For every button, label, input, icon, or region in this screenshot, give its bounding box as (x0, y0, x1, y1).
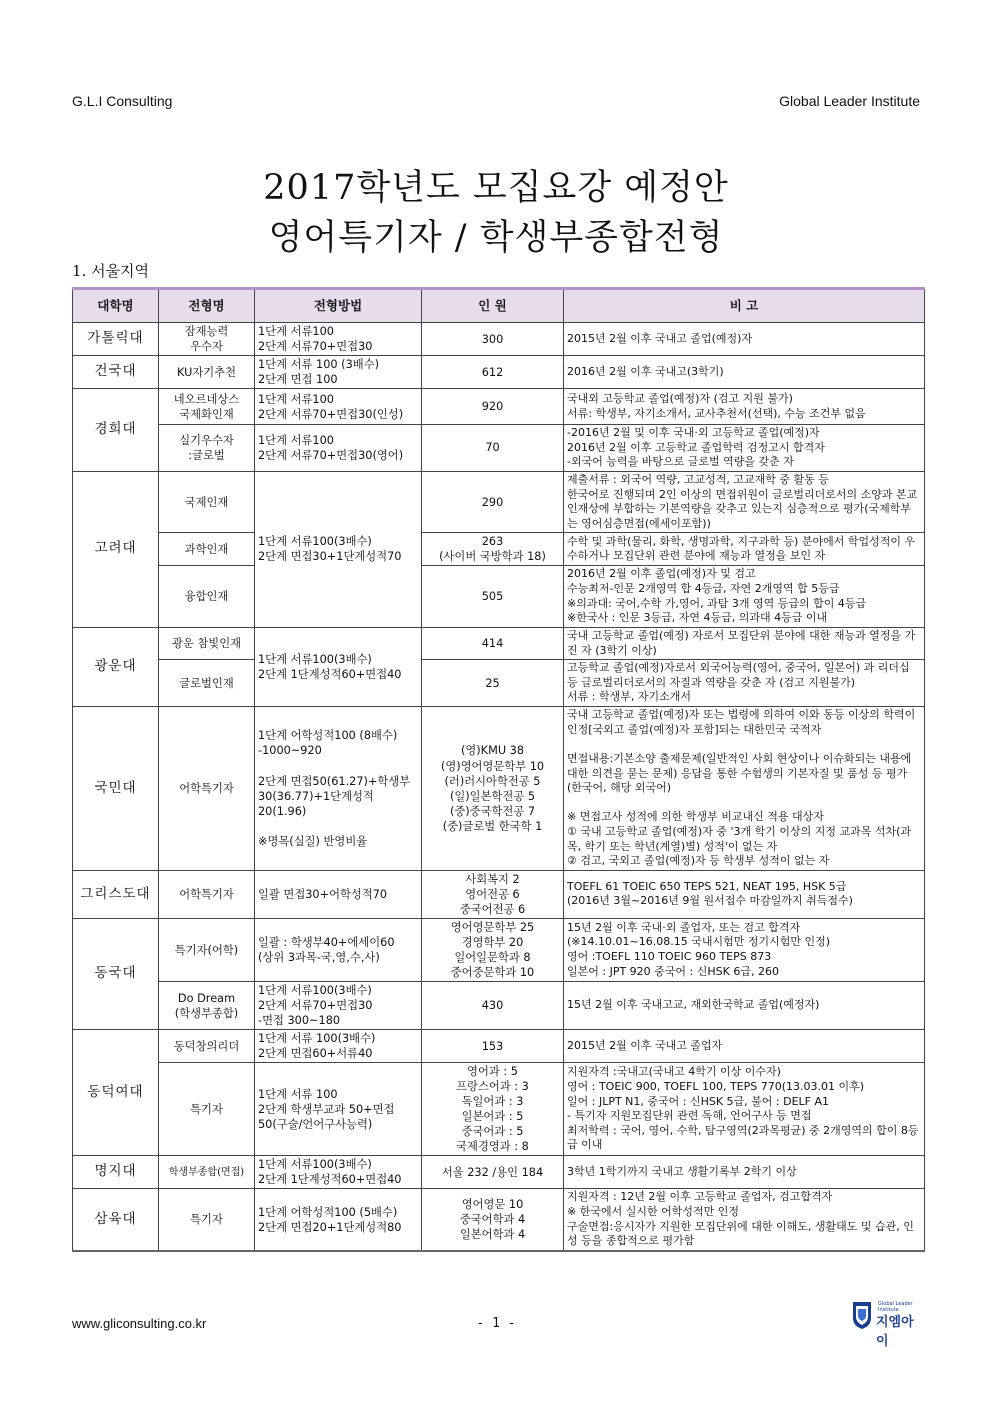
note-cell: -2016년 2월 및 이후 국내·외 고등학교 졸업(예정)자 2016년 2월 이후 고등학교 졸업학력 검정고시 합격자 -외국어 능력을 바탕으로 글로벌 역량을 갖춘 자 (564, 425, 925, 472)
table-row (73, 919, 925, 982)
method-cell: 1단계 서류100(3배수) 2단계 1단계성적60+면접40 (255, 627, 422, 706)
table-row (73, 707, 925, 871)
table-row (73, 982, 925, 1030)
type-cell: 국제인재 (159, 471, 255, 533)
header-left: G.L.I Consulting (72, 93, 173, 109)
note-cell: 3학년 1학기까지 국내고 생활기록부 2학기 이상 (564, 1156, 925, 1189)
note-cell: 제출서류 : 외국어 역량, 고교성적, 고교재학 중 활동 등 한국어로 진행되며 2인 이상의 면접위원이 글로벌리더로서의 소양과 본교 인재상에 부합하는 기본역량을 갖추고 있는지 심층적으로 평가(국제학부는 영어심층면접(에세이포함)) (564, 471, 925, 533)
admissions-table (72, 287, 925, 1252)
university-cell: 광운대 (73, 627, 159, 706)
type-cell: 광운 참빛인재 (159, 627, 255, 659)
count-cell: 70 (422, 425, 564, 472)
university-cell: 동덕여대 (73, 1030, 159, 1156)
type-cell: 네오르네상스 국제화인재 (159, 389, 255, 425)
method-cell: 1단계 서류 100(3배수) 2단계 면접60+서류40 (255, 1030, 422, 1063)
count-cell: 920 (422, 389, 564, 425)
count-cell: 300 (422, 323, 564, 356)
type-cell: 잠재능력 우수자 (159, 323, 255, 356)
note-cell: 고등학교 졸업(예정)자로서 외국어능력(영어, 중국어, 일본어) 과 리더십 등 글로벌리더로서의 자질과 역량을 갖춘 자 (검고 지원불가) 서류 : 학생부, 자기소개서 (564, 660, 925, 707)
table-row (73, 627, 925, 659)
method-cell: 1단계 서류100(3배수) 2단계 면접30+1단계성적70 (255, 471, 422, 627)
note-cell: 국내외 고등학교 졸업(예정)자 (검고 지원 불가) 서류: 학생부, 자기소개서, 교사추천서(선택), 수능 조건부 없음 (564, 389, 925, 425)
type-cell: 어학특기자 (159, 707, 255, 871)
table-row (73, 425, 925, 472)
table-row (73, 1156, 925, 1189)
method-cell: 1단계 서류100 2단계 서류70+면접30 (255, 323, 422, 356)
footer-url[interactable]: www.gliconsulting.co.kr (72, 1316, 207, 1331)
type-cell: KU자기추천 (159, 356, 255, 389)
count-cell: 414 (422, 627, 564, 659)
table-row (73, 1189, 925, 1251)
table-header-row (73, 289, 925, 323)
method-cell: 일괄 면접30+어학성적70 (255, 870, 422, 918)
type-cell: Do Dream (학생부종합) (159, 982, 255, 1030)
gli-logo (852, 1300, 922, 1349)
table-row (73, 323, 925, 356)
method-cell: 일괄 : 학생부40+에세이60 (상위 3과목-국,영,수,사) (255, 919, 422, 982)
count-cell: 25 (422, 660, 564, 707)
university-cell: 그리스도대 (73, 870, 159, 918)
table-row (73, 1030, 925, 1063)
count-cell: 153 (422, 1030, 564, 1063)
count-cell: 430 (422, 982, 564, 1030)
col-header-type: 전형명 (159, 289, 255, 323)
note-cell: 2015년 2월 이후 국내고 졸업(예정)자 (564, 323, 925, 356)
method-cell: 1단계 어학성적100 (8배수) -1000~920 2단계 면접50(61.27)+학생부30(36.77)+1단계성적20(1.96) ※명목(실질) 반영비율 (255, 707, 422, 871)
university-cell: 명지대 (73, 1156, 159, 1189)
col-header-count: 인 원 (422, 289, 564, 323)
type-cell: 글로벌인재 (159, 660, 255, 707)
col-header-method: 전형방법 (255, 289, 422, 323)
note-cell: TOEFL 61 TOEIC 650 TEPS 521, NEAT 195, HSK 5급 (2016년 3월~2016년 9월 원서접수 마감일까지 취득점수) (564, 870, 925, 918)
note-cell: 2015년 2월 이후 국내고 졸업자 (564, 1030, 925, 1063)
table-row (73, 471, 925, 533)
table-row (73, 1063, 925, 1156)
type-cell: 특기자 (159, 1189, 255, 1251)
note-cell: 15년 2월 이후 국내·외 졸업자, 또는 검고 합격자 (※14.10.01~16.08.15 국내시험만 정기시험만 인정) 영어 :TOEFL 110 TOEIC 960 TEPS 873 일본어 : JPT 920 중국어 : 신HSK 6급, 260 (564, 919, 925, 982)
university-cell: 건국대 (73, 356, 159, 389)
table-row (73, 870, 925, 918)
table-row (73, 660, 925, 707)
method-cell: 1단계 서류 100 (3배수) 2단계 면접 100 (255, 356, 422, 389)
count-cell: 612 (422, 356, 564, 389)
title-line2: 영어특기자 / 학생부종합전형 (268, 218, 724, 258)
note-cell: 2016년 2월 이후 국내고(3학기) (564, 356, 925, 389)
table-row (73, 533, 925, 566)
type-cell: 특기자 (159, 1063, 255, 1156)
university-cell: 경희대 (73, 389, 159, 472)
note-cell: 지원자격 : 12년 2월 이후 고등학교 졸업자, 검고합격자 ※ 한국에서 실시한 어학성적만 인정 구술면접:응시자가 지원한 모집단위에 대한 이해도, 생활태도 및 습관, 인성 등을 종합적으로 평가함 (564, 1189, 925, 1251)
note-cell: 2016년 2월 이후 졸업(예정)자 및 검고 수능최저-인문 2개영역 합 4등급, 자연 2개영역 합 5등급 ※의과대: 국어,수학 가,영어, 과탐 3개 영역 등급의 합이 4등급 ※한국사 : 인문 3등급, 자연 4등급, 의과대 4등급 이내 (564, 566, 925, 628)
count-cell: 영어과 : 5 프랑스어과 : 3 독일어과 : 3 일본어과 : 5 중국어과 : 5 국제경영과 : 8 (422, 1063, 564, 1156)
shield-logo-icon (852, 1300, 872, 1330)
col-header-university: 대학명 (73, 289, 159, 323)
university-cell: 국민대 (73, 707, 159, 871)
method-cell: 1단계 서류100(3배수) 2단계 1단계성적60+면접40 (255, 1156, 422, 1189)
university-cell: 가톨릭대 (73, 323, 159, 356)
method-cell: 1단계 어학성적100 (5배수) 2단계 면접20+1단계성적80 (255, 1189, 422, 1251)
count-cell: 290 (422, 471, 564, 533)
note-cell: 15년 2월 이후 국내고교, 재외한국학교 졸업(예정자) (564, 982, 925, 1030)
method-cell: 1단계 서류 100 2단계 학생부교과 50+면접50(구술/언어구사능력) (255, 1063, 422, 1156)
count-cell: 영어영문학부 25 경영학부 20 일어일문학과 8 중어중문학과 10 (422, 919, 564, 982)
header-right: Global Leader Institute (779, 93, 920, 109)
university-cell: 삼육대 (73, 1189, 159, 1251)
title-line1: 2017학년도 모집요강 예정안 (263, 168, 729, 208)
page-number: - 1 - (476, 1316, 516, 1331)
type-cell: 융합인재 (159, 566, 255, 628)
count-cell: 263 (사이버 국방학과 18) (422, 533, 564, 566)
count-cell: 서울 232 /용인 184 (422, 1156, 564, 1189)
university-cell: 동국대 (73, 919, 159, 1030)
count-cell: 영어영문 10 중국어학과 4 일본어학과 4 (422, 1189, 564, 1251)
logo-text: 지엠아이 (876, 1315, 914, 1349)
table-row (73, 356, 925, 389)
note-cell: 국내 고등학교 졸업(예정)자 또는 법령에 의하여 이와 동등 이상의 학력이 인정[국외고 졸업(예정)자 포함]되는 대한민국 국적자 면접내용:기본소양 출제문제(일반적인 사회 현상이나 이슈화되는 내용에 대한 의견을 묻는 문제) 응답을 통한 수험생의 기본자질 및 품성 등 평가 (한국어, 해당 외국어) ※ 면접고사 성적에 의한 학생부 비교내신 적용 대상자 ① 국내 고등학교 졸업(예정)자 중 '3개 학기 이상의 지정 교과목 석차(과목, 학기 또는 학년(계열)별) 성적'이 없는 자 ② 검고, 국외고 졸업(예정)자 등 학생부 성적이 없는 자 (564, 707, 925, 871)
col-header-note: 비 고 (564, 289, 925, 323)
count-cell: (영)KMU 38 (영)영어영문학부 10 (러)러시아학전공 5 (일)일본학전공 5 (중)중국학전공 7 (중)글로벌 한국학 1 (422, 707, 564, 871)
count-cell: 505 (422, 566, 564, 628)
method-cell: 1단계 서류100 2단계 서류70+면접30(인성) (255, 389, 422, 425)
type-cell: 동덕창의리더 (159, 1030, 255, 1063)
type-cell: 과학인재 (159, 533, 255, 566)
note-cell: 수학 및 과학(물리, 화학, 생명과학, 지구과학 등) 분야에서 학업성적이 우수하거나 모집단위 관련 분야에 재능과 열정을 보인 자 (564, 533, 925, 566)
note-cell: 국내 고등학교 졸업(예정) 자로서 모집단위 분야에 대한 재능과 열정을 가진 자 (3학기 이상) (564, 627, 925, 659)
method-cell: 1단계 서류100 2단계 서류70+면접30(영어) (255, 425, 422, 472)
type-cell: 어학특기자 (159, 870, 255, 918)
table-row (73, 566, 925, 628)
section-heading: 1. 서울지역 (72, 262, 150, 280)
type-cell: 학생부종합(면접) (159, 1156, 255, 1189)
logo-small-text: Global Leader Institute (878, 1301, 913, 1313)
note-cell: 지원자격 :국내고(국내고 4학기 이상 이수자) 영어 : TOEIC 900, TOEFL 100, TEPS 770(13.03.01 이후) 일어 : JLPT N1, 중국어 : 신HSK 5급, 불어 : DELF A1 - 특기자 지원모집단위 관련 독해, 언어구사 등 면접 최저학력 : 국어, 영어, 수학, 탐구영역(2과목평균) 중 2개영역의 합이 8등급 이내 (564, 1063, 925, 1156)
university-cell: 고려대 (73, 471, 159, 627)
type-cell: 실기우수자 :글로벌 (159, 425, 255, 472)
count-cell: 사회복지 2 영어전공 6 중국어전공 6 (422, 870, 564, 918)
table-row (73, 389, 925, 425)
method-cell: 1단계 서류100(3배수) 2단계 서류70+면접30 -면접 300~180 (255, 982, 422, 1030)
type-cell: 특기자(어학) (159, 919, 255, 982)
